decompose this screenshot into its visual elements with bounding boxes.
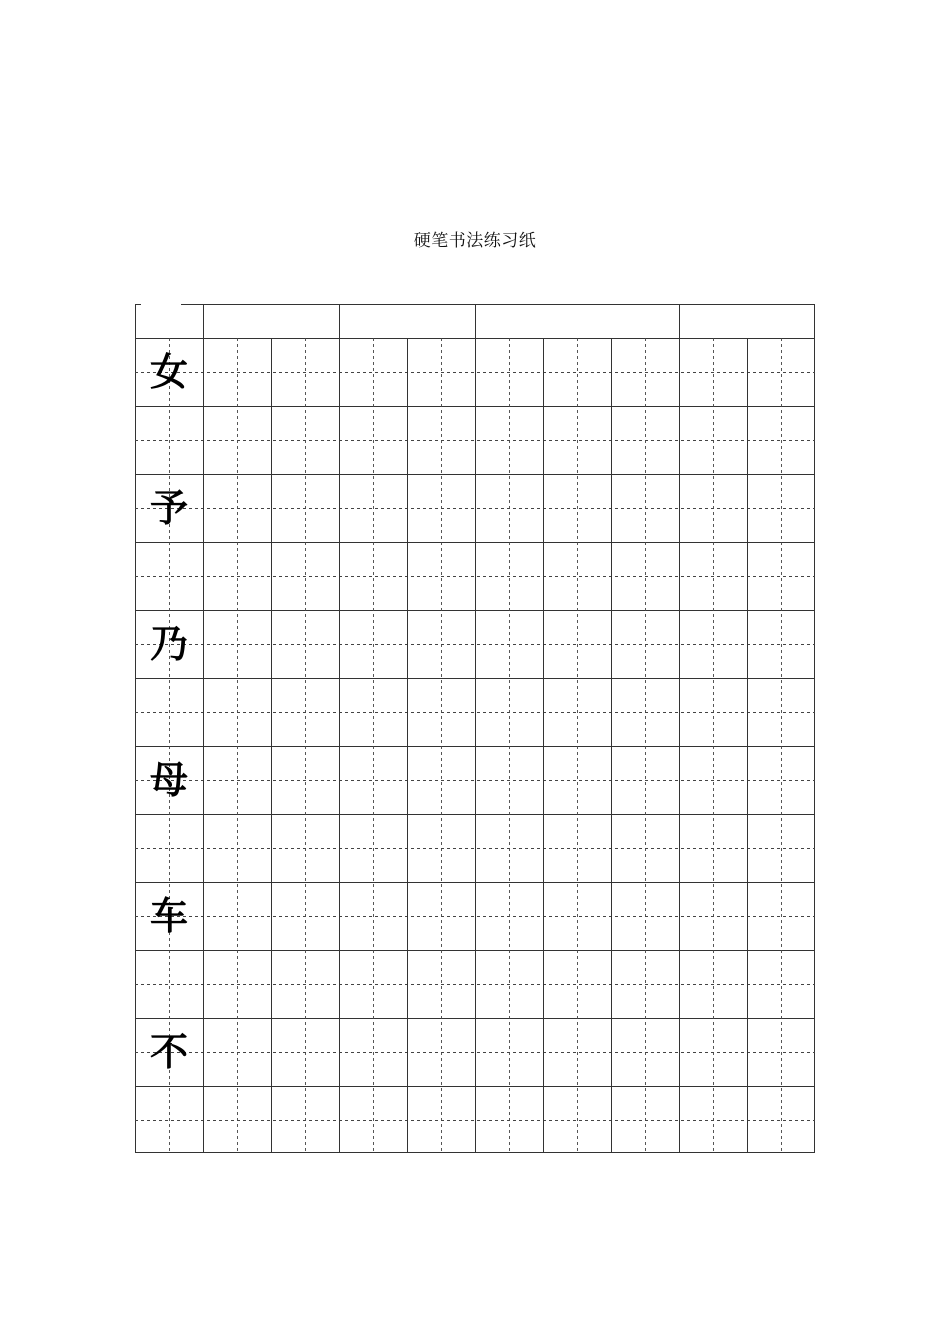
border-gap bbox=[141, 303, 181, 306]
practice-char-2: 予 bbox=[149, 486, 188, 530]
practice-char-4: 母 bbox=[149, 758, 188, 802]
practice-char-3: 乃 bbox=[149, 622, 188, 666]
practice-char-1: 女 bbox=[149, 350, 188, 394]
practice-grid bbox=[135, 304, 815, 1153]
practice-char-5: 车 bbox=[149, 894, 188, 938]
grid-lines bbox=[135, 304, 815, 1153]
practice-char-6: 不 bbox=[149, 1030, 188, 1074]
page-title: 硬笔书法练习纸 bbox=[413, 231, 537, 251]
